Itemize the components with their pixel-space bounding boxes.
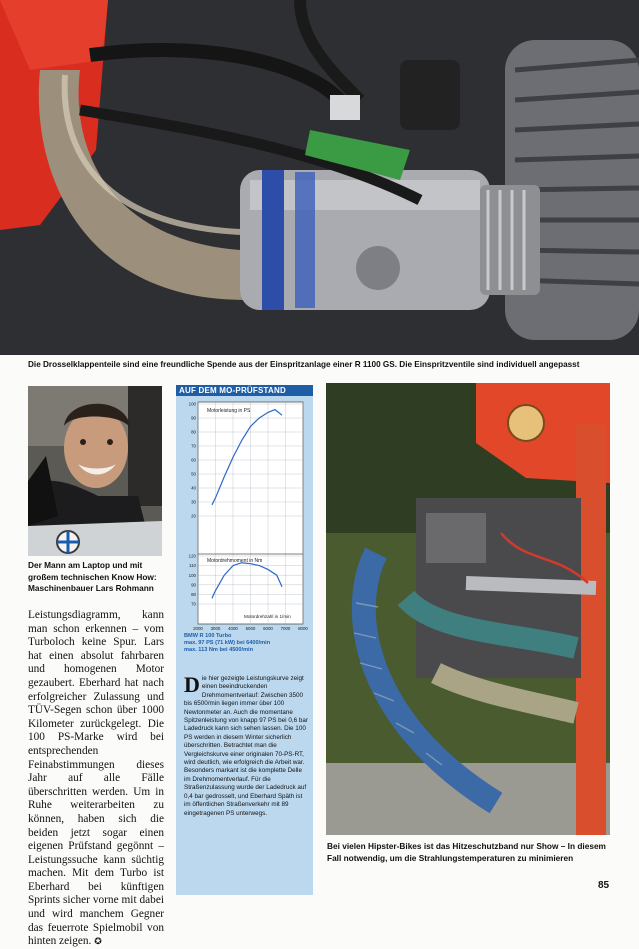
- spec-power: max. 97 PS (71 kW) bei 6400/min: [184, 640, 271, 646]
- torque-y-tick: 80: [191, 592, 196, 597]
- torque-y-tick: 120: [188, 553, 196, 559]
- power-y-tick: 100: [188, 401, 196, 407]
- power-y-tick: 80: [191, 429, 196, 435]
- end-mark-icon: ✪: [94, 936, 102, 947]
- throttle-body-photo: [0, 0, 639, 355]
- torque-y-tick: 90: [191, 582, 196, 588]
- bike-caption: Bei vielen Hipster-Bikes ist das Hitzeschutzband nur Show – In diesem Fall notwendig, um die Strahlungstemperaturen zu minimieren: [327, 841, 606, 863]
- power-y-tick: 50: [191, 471, 196, 477]
- specs-block: [184, 633, 309, 654]
- x-axis-label: Motordrehzahl in 1/min: [244, 614, 291, 619]
- panel-dropcap: D: [184, 672, 200, 697]
- bike-photo: [326, 383, 610, 835]
- body-paragraph: Leistungsdiagramm, kann man schon erkennen – vom Turboloch keine Spur. Lars hat einen absolut fahrbaren und homogenen Motor gezaubert. Eberhard hat nach erfolgreicher Zulassung und TÜV-Segen schon über 1000 Kilometer zurückgelegt. Die 100 PS-Marke wird bei entsprechenden Feinabstimmungen dieses Jahr auf alle Fälle überschritten werden. Um in Ruhe weiterarbeiten zu können, haben sich die beiden jetzt sogar einen eigenen Prüfstand gegönnt – Leistungssuche kann süchtig machen. Mit dem Turbo ist Eberhard bei künftigen Sprints sicher vorne mit dabei und wird manchem Gegner das feuerrote Spielmobil von hinten zeigen.: [28, 609, 164, 948]
- x-tick: 5000: [245, 626, 256, 631]
- x-tick: 2000: [193, 626, 203, 631]
- torque-chart-title: Motordrehmoment in Nm: [207, 558, 263, 564]
- x-tick: 7000: [280, 626, 291, 631]
- man-with-laptop-photo-icon: [28, 386, 162, 556]
- power-y-tick: 60: [191, 457, 196, 463]
- torque-y-tick: 70: [191, 601, 196, 607]
- torque-y-tick: 110: [189, 563, 196, 569]
- portrait-photo: [28, 386, 162, 556]
- spec-model: BMW R 100 Turbo: [184, 633, 232, 639]
- power-y-tick: 90: [191, 415, 196, 421]
- x-tick: 3000: [210, 626, 221, 631]
- dyno-panel: [176, 385, 313, 895]
- motorcycle-exhaust-photo-icon: [326, 383, 610, 835]
- body-text: [28, 609, 164, 949]
- power-y-tick: 20: [191, 513, 196, 519]
- power-chart-title: Motorleistung in PS: [207, 408, 251, 414]
- panel-title: AUF DEM MO-PRÜFSTAND: [176, 385, 313, 396]
- page-number: 85: [598, 880, 610, 891]
- torque-y-tick: 100: [188, 572, 196, 578]
- x-tick: 4000: [228, 626, 238, 631]
- panel-paragraph: ie hier gezeigte Leistungskurve zeigt einen beeindruckenden Drehmomentverlauf: Zwischen 3500 bis 6500/min liegen immer über 100 Newtonmeter an. Auch die momentane Spitzenleistung von knapp 97 PS bei 0,6 bar Ladedruck kann sich sehen lassen. Die 100 PS werden in diesem Winter sicherlich überschritten. Betrachtet man die Vergleichskurve einer originalen 70-PS-RT, wird deutlich, wie erfolgreich die Arbeit war. Besonders markant ist die komplette Delle im Drehmomentverlauf. Für die Straßenzulassung wurde der Ladedruck auf 0,4 bar gedrosselt, und Eberhard Späth ist im öffentlichen Straßenverkehr mit 89 eingetragenen PS unterwegs.: [184, 675, 308, 817]
- x-tick: 8000: [298, 626, 308, 631]
- hero-caption: Die Drosselklappenteile sind eine freundliche Spende aus der Einspritzanlage einer R 1100 GS. Die Einspritzventile sind individuell angepasst: [28, 360, 580, 369]
- portrait-caption: Der Mann am Laptop und mit großem technischen Know How: Maschinenbauer Lars Rohmann: [28, 560, 157, 593]
- power-y-tick: 70: [191, 443, 196, 449]
- dyno-chart: [176, 396, 313, 632]
- panel-text: [184, 672, 308, 818]
- power-y-tick: 30: [191, 499, 196, 505]
- throttle-body-photo-icon: [0, 0, 639, 355]
- x-tick: 6000: [263, 626, 273, 631]
- power-y-tick: 40: [191, 485, 196, 491]
- spec-torque: max. 113 Nm bei 4500/min: [184, 647, 254, 653]
